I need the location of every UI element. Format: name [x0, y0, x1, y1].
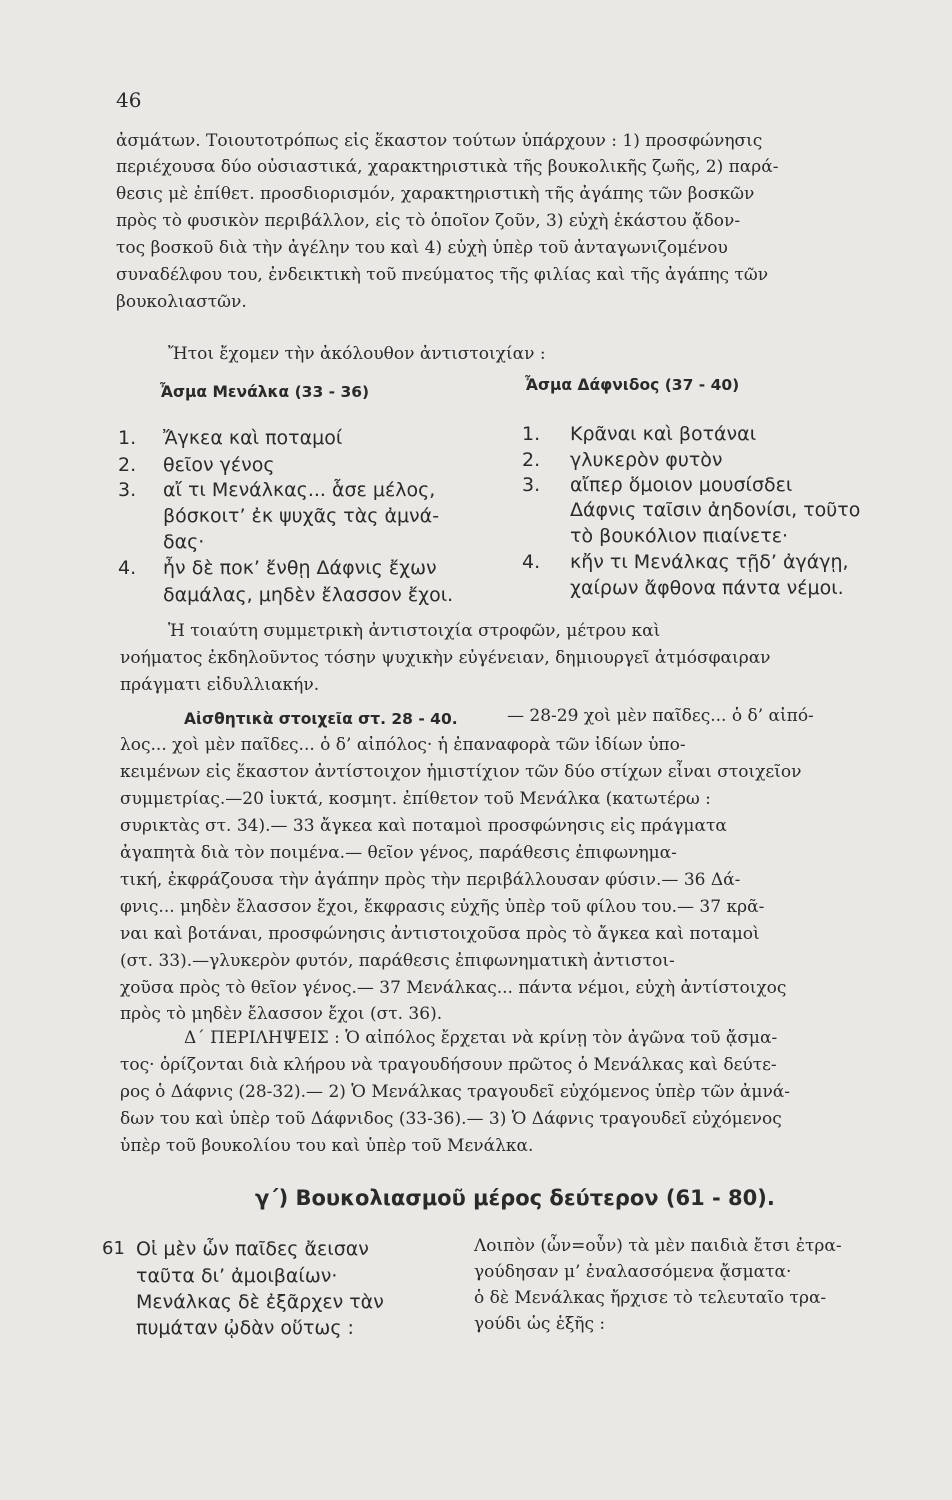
- text-line: Ἡ τοιαύτη συμμετρικὴ ἀντιστοιχία στροφῶν, μέτρου καὶ: [168, 621, 661, 641]
- text-line: πράγματι εἰδυλλιακήν.: [120, 675, 320, 695]
- text-line: νοήματος ἐκδηλοῦντος τόσην ψυχικὴν εὐγένειαν, δημιουργεῖ ἀτμόσφαιραν: [120, 648, 771, 668]
- text-line: περιέχουσα δύο οὐσιαστικά, χαρακτηριστικὰ τῆς βουκολικῆς ζωῆς, 2) παρά-: [116, 157, 779, 177]
- verse-line: αἴπερ ὅμοιον μουσίσδει: [570, 474, 793, 496]
- verse-line: κἤν τι Μενάλκας τῇδ’ ἀγάγῃ,: [570, 551, 849, 573]
- verse-line: βόσκοιτ’ ἐκ ψυχᾶς τὰς ἀμνά-: [163, 505, 440, 527]
- verse-number: 61: [102, 1238, 125, 1259]
- right-heading: Ἆσμα Δάφνιδος (37 - 40): [525, 376, 740, 394]
- left-heading: Ἆσμα Μενάλκα (33 - 36): [160, 383, 370, 401]
- text-line: λος... χοὶ μὲν παῖδες... ὁ δ’ αἰπόλος· ἡ ἐπαναφορὰ τῶν ἰδίων ὑπο-: [120, 735, 686, 755]
- verse-line: Οἱ μὲν ὧν παῖδες ἄεισαν: [136, 1238, 369, 1260]
- text-line: ναι καὶ βοτάναι, προσφώνησις ἀντιστοιχοῦσα πρὸς τὸ ἄγκεα καὶ ποταμοὶ: [120, 924, 760, 944]
- text-line: ρος ὁ Δάφνις (28-32).— 2) Ὁ Μενάλκας τραγουδεῖ εὐχόμενος ὑπὲρ τῶν ἀμνά-: [120, 1082, 791, 1102]
- verse-line: Δάφνις ταῖσιν ἀηδονίσι, τοῦτο: [570, 499, 861, 521]
- text-line: χοῦσα πρὸς τὸ θεῖον γένος.— 37 Μενάλκας... πάντα νέμοι, εὐχὴ ἀντίστοιχος: [120, 978, 787, 998]
- translation-line: γούδι ὡς ἑξῆς :: [474, 1314, 606, 1334]
- verse-line: ταῦτα δι’ ἀμοιβαίων·: [136, 1265, 338, 1287]
- verse-number: 4.: [118, 557, 137, 579]
- verse-number: 3.: [522, 474, 541, 496]
- text-line: τος· ὁρίζονται διὰ κλήρου νὰ τραγουδήσουν πρῶτος ὁ Μενάλκας καὶ δεύτε-: [120, 1055, 777, 1075]
- text-line: θεσις μὲ ἐπίθετ. προσδιορισμόν, χαρακτηριστικὴ τῆς ἀγάπης τῶν βοσκῶν: [116, 184, 755, 204]
- text-line: — 28-29 χοὶ μὲν παῖδες... ὁ δ’ αἰπό-: [507, 706, 814, 726]
- verse-number: 2.: [118, 454, 137, 476]
- section-title: γ΄) Βουκολιασμοῦ μέρος δεύτερον (61 - 80).: [255, 1186, 775, 1210]
- verse-number: 1.: [522, 423, 541, 445]
- verse-line: Μενάλκας δὲ ἐξᾶρχεν τὰν: [136, 1291, 384, 1313]
- verse-line: γλυκερὸν φυτὸν: [570, 449, 723, 471]
- verse-number: 1.: [118, 427, 137, 449]
- verse-number: 3.: [118, 479, 137, 501]
- verse-line: χαίρων ἄφθονα πάντα νέμοι.: [570, 577, 844, 599]
- verse-line: Κρᾶναι καὶ βοτάναι: [570, 423, 757, 445]
- text-line: συναδέλφου του, ἐνδεικτικὴ τοῦ πνεύματος τῆς φιλίας καὶ τῆς ἀγάπης τῶν: [116, 265, 769, 285]
- lead-line: Ἤτοι ἔχομεν τὴν ἀκόλουθον ἀντιστοιχίαν :: [168, 344, 546, 364]
- verse-line: θεῖον γένος: [163, 454, 275, 476]
- verse-line: αἴ τι Μενάλκας... ἇσε μέλος,: [163, 479, 436, 501]
- text-line: ὑπὲρ τοῦ βουκολίου του καὶ ὑπὲρ τοῦ Μενάλκα.: [120, 1136, 534, 1156]
- text-line: (στ. 33).—γλυκερὸν φυτόν, παράθεσις ἐπιφωνηματικὴ ἀντιστοι-: [120, 951, 675, 971]
- text-line: κειμένων εἰς ἕκαστον ἀντίστοιχον ἡμιστίχιον τῶν δύο στίχων εἶναι στοιχεῖον: [120, 762, 802, 782]
- aesthetic-label: Αἰσθητικὰ στοιχεῖα στ. 28 - 40.: [184, 710, 458, 728]
- verse-line: πυμάταν ᾠδὰν οὕτως :: [136, 1317, 354, 1339]
- text-line: συμμετρίας.—20 ἰυκτά, κοσμητ. ἐπίθετον τοῦ Μενάλκα (κατωτέρω :: [120, 789, 711, 809]
- translation-line: γούδησαν μ’ ἐναλασσόμενα ᾄσματα·: [474, 1262, 792, 1282]
- text-line: Δ΄ ΠΕΡΙΛΗΨΕΙΣ : Ὁ αἰπόλος ἔρχεται νὰ κρίνῃ τὸν ἀγῶνα τοῦ ᾄσμα-: [184, 1028, 778, 1048]
- page-number: 46: [116, 88, 142, 112]
- text-line: φνις... μηδὲν ἔλασσον ἔχοι, ἔκφρασις εὐχῆς ὑπὲρ τοῦ φίλου του.— 37 κρᾶ-: [120, 897, 765, 917]
- verse-line: Ἄγκεα καὶ ποταμοί: [163, 427, 343, 449]
- text-line: ἀγαπητὰ διὰ τὸν ποιμένα.— θεῖον γένος, παράθεσις ἐπιφωνημα-: [120, 843, 677, 863]
- translation-line: Λοιπὸν (ὦν=οὖν) τὰ μὲν παιδιὰ ἔτσι ἐτρα-: [474, 1236, 842, 1256]
- verse-line: τὸ βουκόλιον πιαίνετε·: [570, 525, 789, 547]
- verse-line: δαμάλας, μηδὲν ἔλασσον ἔχοι.: [163, 584, 454, 606]
- text-line: δων του καὶ ὑπὲρ τοῦ Δάφνιδος (33-36).— 3) Ὁ Δάφνις τραγουδεῖ εὐχόμενος: [120, 1109, 782, 1129]
- text-line: ἀσμάτων. Τοιουτοτρόπως εἰς ἕκαστον τούτων ὑπάρχουν : 1) προσφώνησις: [116, 131, 763, 151]
- verse-line: ἦν δὲ ποκ’ ἔνθῃ Δάφνις ἔχων: [163, 557, 437, 579]
- text-line: πρὸς τὸ μηδὲν ἔλασσον ἔχοι (στ. 36).: [120, 1004, 443, 1024]
- text-line: τος βοσκοῦ διὰ τὴν ἀγέλην του καὶ 4) εὐχὴ ὑπὲρ τοῦ ἀνταγωνιζομένου: [116, 238, 728, 258]
- text-line: συρικτὰς στ. 34).— 33 ἄγκεα καὶ ποταμοὶ προσφώνησις εἰς πράγματα: [120, 816, 727, 836]
- text-line: πρὸς τὸ φυσικὸν περιβάλλον, εἰς τὸ ὁποῖον ζοῦν, 3) εὐχὴ ἑκάστου ᾄδον-: [116, 211, 741, 231]
- verse-line: δας·: [163, 531, 205, 553]
- translation-line: ὁ δὲ Μενάλκας ἤρχισε τὸ τελευταῖο τρα-: [474, 1288, 827, 1308]
- verse-number: 2.: [522, 449, 541, 471]
- text-line: τική, ἐκφράζουσα τὴν ἀγάπην πρὸς τὴν περιβάλλουσαν φύσιν.— 36 Δά-: [120, 870, 741, 890]
- text-line: βουκολιαστῶν.: [116, 292, 247, 312]
- verse-number: 4.: [522, 551, 541, 573]
